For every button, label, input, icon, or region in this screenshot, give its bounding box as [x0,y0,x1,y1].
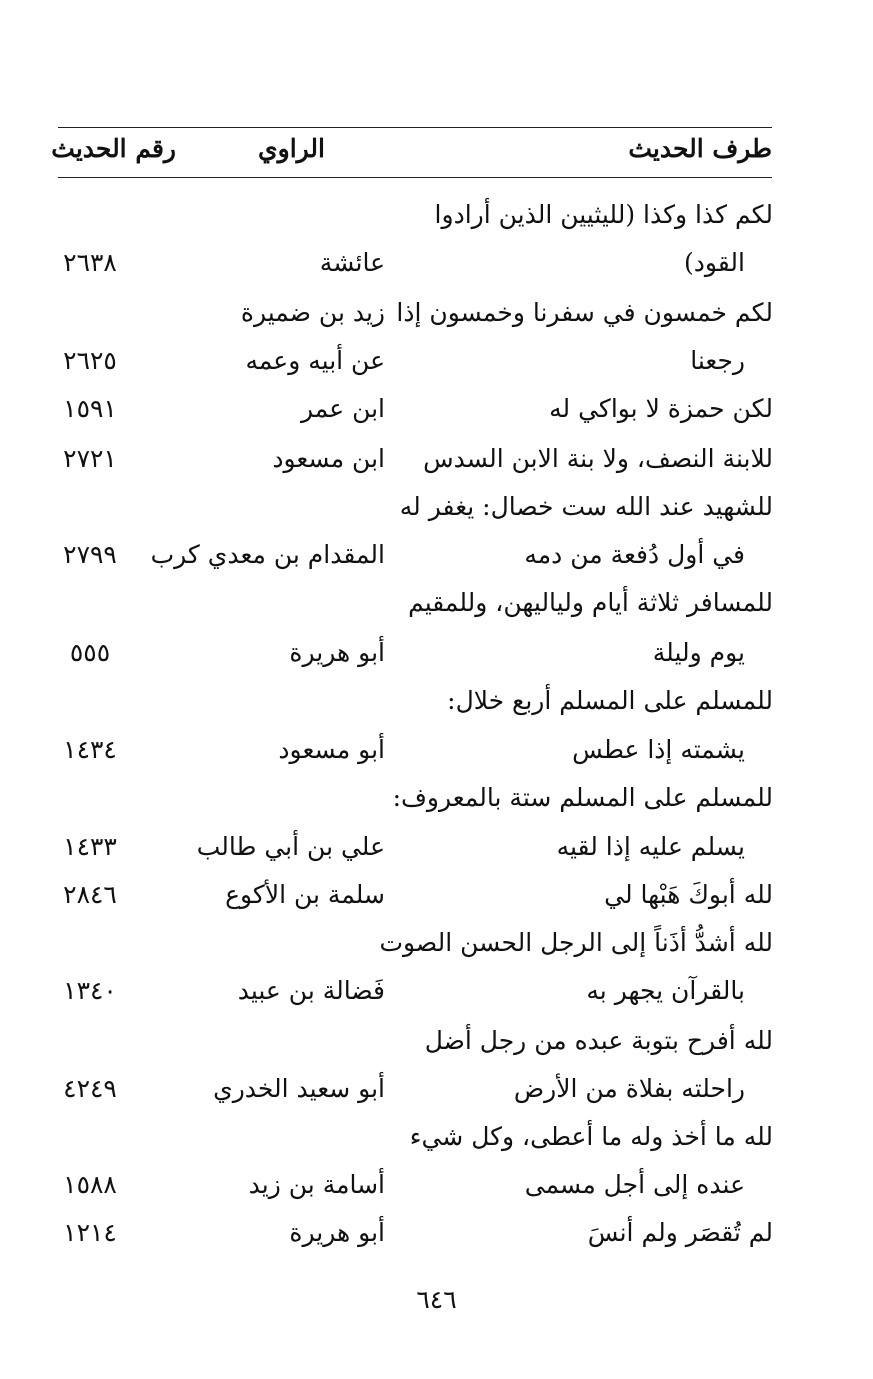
header-bottom-rule [58,177,772,178]
narrator: المقدام بن معدي كرب [150,540,385,569]
hadith-text: للابنة النصف، ولا بنة الابن السدس [423,444,773,473]
header-rawi-column: الراوي [258,134,325,163]
hadith-number: ١٤٣٤ [63,735,117,764]
narrator: أبو هريرة [289,1218,385,1247]
narrator: أبو هريرة [289,638,385,667]
narrator: أبو مسعود [278,735,385,764]
hadith-number: ٤٢٤٩ [63,1074,117,1103]
hadith-text: للمسلم على المسلم أربع خلال: [447,686,773,715]
hadith-text: للمسافر ثلاثة أيام ولياليهن، وللمقيم [408,588,773,617]
hadith-text-continuation: رجعنا [690,346,745,375]
hadith-text-continuation: راحلته بفلاة من الأرض [513,1074,745,1103]
hadith-text-continuation: القود) [683,248,745,277]
narrator-continuation: عن أبيه وعمه [245,346,385,375]
narrator: فَضالة بن عبيد [237,976,385,1005]
hadith-text: لكن حمزة لا بواكي له [549,394,773,423]
narrator: ابن مسعود [272,444,385,473]
hadith-text-continuation: يوم وليلة [652,638,745,667]
narrator: سلمة بن الأكوع [225,880,385,909]
hadith-text: لله أفرح بتوبة عبده من رجل أضل [424,1026,773,1055]
narrator: أسامة بن زيد [248,1170,385,1199]
hadith-text: لم تُقصَر ولم أنسَ [587,1218,773,1247]
narrator: أبو سعيد الخدري [213,1074,385,1103]
hadith-text: للشهيد عند الله ست خصال: يغفر له [399,492,773,521]
hadith-number: ١٥٨٨ [63,1170,117,1199]
hadith-text: للمسلم على المسلم ستة بالمعروف: [392,783,773,812]
hadith-text-continuation: في أول دُفعة من دمه [524,540,745,569]
hadith-text: لكم خمسون في سفرنا وخمسون إذا [396,298,773,327]
hadith-number: ٢٧٢١ [63,444,117,473]
hadith-number: ٥٥٥ [69,638,111,667]
hadith-text: لله ما أخذ وله ما أعطى، وكل شيء [409,1122,773,1151]
hadith-text: لله أبوكَ هَبْها لي [604,880,773,909]
page-number: ٦٤٦ [416,1285,457,1314]
hadith-number: ٢٨٤٦ [63,880,117,909]
hadith-text-continuation: يسلم عليه إذا لقيه [556,832,745,861]
hadith-text: لكم كذا وكذا (لليثيين الذين أرادوا [434,200,773,229]
header-hadith-column: طرف الحديث [628,134,772,163]
narrator: علي بن أبي طالب [196,832,385,861]
narrator: عائشة [319,248,385,277]
hadith-number: ٢٦٢٥ [63,346,117,375]
hadith-text-continuation: يشمته إذا عطس [572,735,745,764]
hadith-number: ١٤٣٣ [63,832,117,861]
hadith-number: ١٢١٤ [63,1218,117,1247]
hadith-text: لله أشدُّ أذَناً إلى الرجل الحسن الصوت [379,928,773,957]
narrator: زيد بن ضميرة [240,298,385,327]
narrator: ابن عمر [300,394,385,423]
hadith-number: ٢٧٩٩ [63,540,117,569]
header-number-column: رقم الحديث [51,134,176,163]
hadith-text-continuation: بالقرآن يجهر به [586,976,745,1005]
hadith-number: ٢٦٣٨ [63,248,117,277]
hadith-text-continuation: عنده إلى أجل مسمى [524,1170,745,1199]
header-top-rule [58,127,772,128]
hadith-number: ١٣٤٠ [63,976,117,1005]
hadith-number: ١٥٩١ [63,394,117,423]
